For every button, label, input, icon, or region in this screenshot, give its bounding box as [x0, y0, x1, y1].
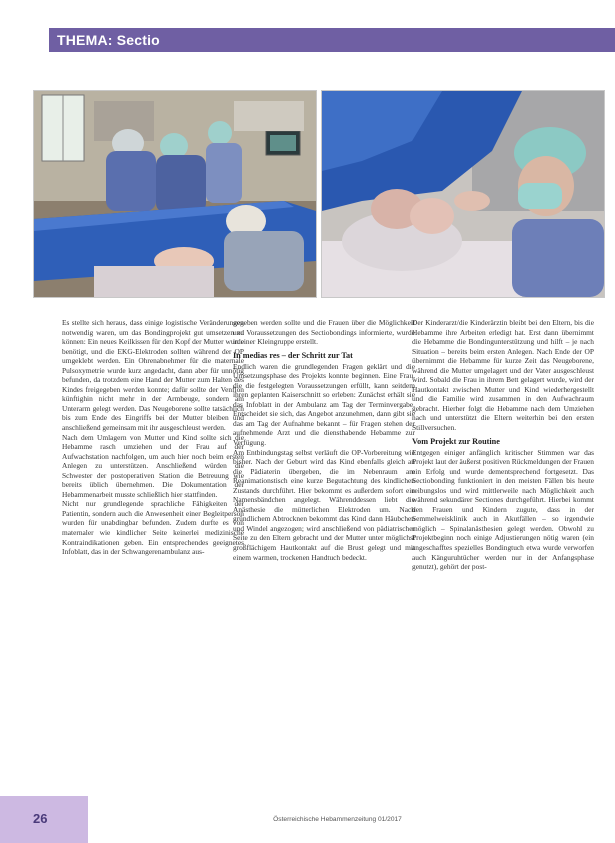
text-column-1: [62, 318, 244, 557]
text-column-3: [412, 318, 594, 572]
operating-room-illustration: [34, 91, 316, 297]
section-header: [46, 28, 615, 52]
photo-operating-room: [33, 90, 317, 298]
paragraph: Endlich waren die grundlegenden Fragen geklärt und die Umsetzungsphase des Projekts konnte beginnen. Eine Frau, die die festgelegten Voraussetzungen erfüllt, kann seitdem ihren geplanten Kaiserschnitt so erleben: Zunächst erhält sie das Infoblatt in der Ambulanz am Tag der Terminvergabe. Entscheidet sie sich, das Angebot anzunehmen, dann gibt sie das am Tag der Aufnahme bekannt – für Fragen stehen der aufnehmende Arzt und die diensthabende Hebamme zur Verfügung.: [233, 361, 415, 448]
paragraph: Am Entbindungstag selbst verläuft die OP-Vorbereitung wie bisher. Nach der Geburt wird das Kind ebenfalls gleich an die Pädiaterin übergeben, die im Nebenraum am Reanimationstisch eine kurze Begutachtung des kindlichen Zustands durchführt. Hier bekommt es außerdem sofort ein Namensbändchen angelegt. Währenddessen liebt die Anästhesie die mütterlichen Elektroden um. Nach gründlichem Abtrocknen bekommt das Kind dann Häubchen und Windel angezogen; wird anschließend von pädiatrischer Seite zu den Eltern gebracht und der Mutter unter möglichst großflächigem Hautkontakt auf die Brust gelegt und mit einem warmen, trockenen Handtuch bedeckt.: [233, 447, 415, 562]
paragraph: Es stellte sich heraus, dass einige logistische Veränderungen notwendig waren, um das Bondingprojekt gut umsetzen zu können: Ein neues Keilkissen für den Kopf der Mutter wurde benötigt, und die EKG-Elektroden sollten während der OP umgeklebt werden. Ein Ohrenabnehmer für die maternale Pulsoxymetrie wurde kurz angedacht, dann aber für unnötig befunden, da trotzdem eine Hand der Mutter zum Halten des Kindes freigegeben werden konnte; dafür sollte der Venflon künftighin nicht mehr in der Armbeuge, sondern am Unterarm gelegt werden. Das Neugeborene sollte tatsächlich bis zum Ende des Eingriffs bei der Mutter bleiben und anschließend gemeinsam mit ihr ausgeschleust werden.: [62, 318, 244, 433]
subheading: In medias res – der Schritt zur Tat: [233, 350, 353, 360]
paragraph: Nach dem Umlagern von Mutter und Kind sollte sich die Hebamme rasch umziehen und der Frau auf der Aufwachstation nachfolgen, um auch hier noch beim ersten Anlegen zu unterstützen. Anschließend würden die Schwester der postoperativen Station die Betreuung wie bereits üblich übernehmen. Die Dokumentation der Hebammenarbeit musste schließlich hier stattfinden.: [62, 432, 244, 499]
publication-footer: Österreichische Hebammenzeitung 01/2017: [273, 816, 402, 823]
text-column-2: [233, 318, 415, 562]
bonding-illustration: [322, 91, 604, 297]
header-accent-bar: [46, 28, 49, 52]
paragraph: Entgegen einiger anfänglich kritischer Stimmen war das Projekt laut der äußerst positiven Rückmeldungen der Frauen ein Erfolg und wurde dementsprechend fortgesetzt. Das Sectiobonding funktioniert in den meisten Fällen bis heute reibungslos und wird mittlerweile nach Möglichkeit auch während sekundärer Sectiones durchgeführt. Hierbei kommt den Frauen und Kindern zugute, dass in der Semmelweisklinik auch in Akutfällen – so irgendwie möglich – Spinalanästhesien gelegt werden. Obwohl zu Projektbeginn noch einige Adjustierungen nötig waren (ein angeschafftes spezielles Bondingtuch etwa wurde verworfen auch Känguruhtücher werden nur in der Anfangsphase genutzt), gehört der post-: [412, 447, 594, 572]
subheading: Vom Projekt zur Routine: [412, 436, 500, 446]
paragraph: Nicht nur grundlegende sprachliche Fähigkeiten der Patientin, sondern auch die Anwesenheit einer Begleitperson wurden für unabdingbar befunden. Zudem durfte es von maternaler wie kindlicher Seite keinerlei medizinische Kontraindikationen geben. Ein entsprechendes geeignetes Infoblatt, das in der Schwangerenambulanz aus-: [62, 499, 244, 557]
photo-mother-with-newborn: [321, 90, 605, 298]
page-number: 26: [33, 811, 48, 826]
paragraph: Der Kinderarzt/die Kinderärztin bleibt bei den Eltern, bis die Hebamme ihre Arbeiten erledigt hat. Erst dann übernimmt die Hebamme die Bondingunterstützung und hilft – je nach Situation – bereits beim ersten Anlegen. Nach Ende der OP übernimmt die Hebamme für kurze Zeit das Neugeborene, während die Mutter umgelagert und der Vater ausgeschleust wird. Sobald die Frau in ihrem Bett gelagert wurde, wird der Hautkontakt zwischen Mutter und Kind wiederhergestellt und die Familie wird zusammen in den Aufwachraum gebracht. Hierher folgt die Hebamme nach dem Umziehen nach und unterstützt die Eltern weiterhin bei den ersten Stillversuchen.: [412, 318, 594, 433]
paragraph: gegeben werden sollte und die Frauen über die Möglichkeit und Voraussetzungen des Sectiobondings informierte, wurde in einer Kleingruppe erstellt.: [233, 318, 415, 347]
section-title: THEMA: Sectio: [57, 32, 160, 48]
